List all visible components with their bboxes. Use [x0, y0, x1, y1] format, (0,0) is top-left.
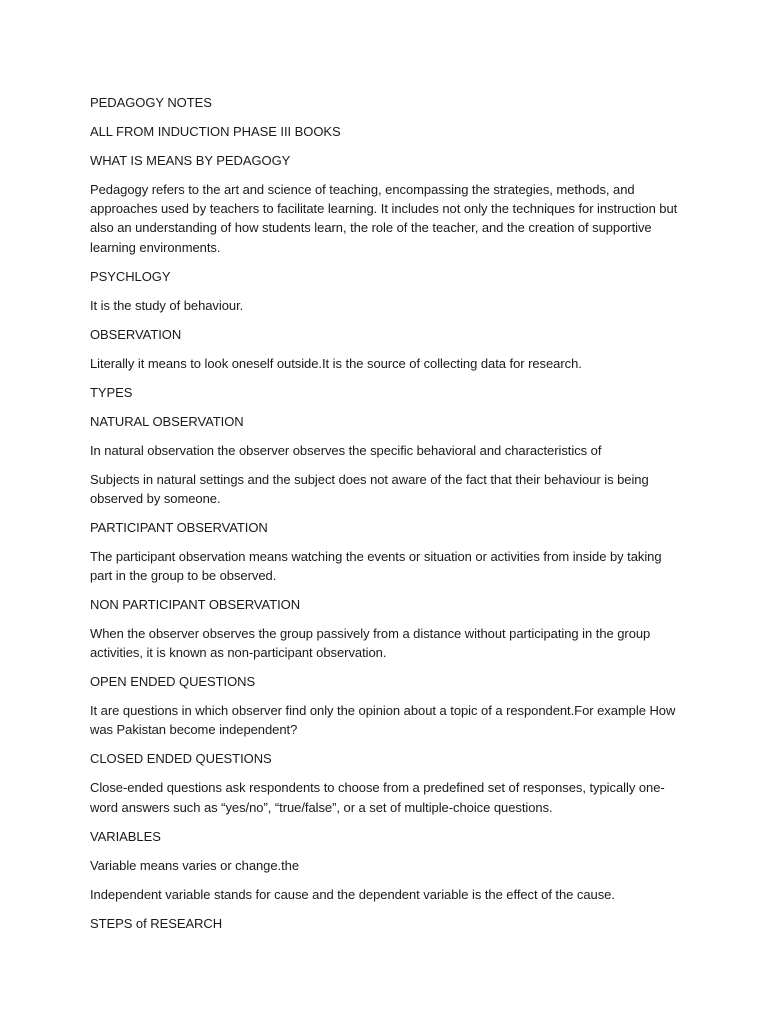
paragraph-variables-1: Variable means varies or change.the	[90, 857, 300, 873]
heading-participant-observation: PARTICIPANT OBSERVATION	[90, 519, 268, 535]
paragraph-open-ended-questions: It are questions in which observer find only the opinion about a topic of a respondent.For example How was Pakistan become independent?	[90, 703, 676, 738]
paragraph-psychology: It is the study of behaviour.	[90, 297, 244, 313]
heading-steps-of-research: STEPS of RESEARCH	[90, 915, 223, 931]
heading-types: TYPES	[90, 384, 133, 400]
paragraph-closed-ended-questions: Close-ended questions ask respondents to choose from a predefined set of responses, typically one-word answers such as “yes/no”, “true/false”, or a set of multiple-choice questions.	[90, 780, 665, 815]
heading-psychology: PSYCHLOGY	[90, 268, 171, 284]
paragraph-natural-observation-2: Subjects in natural settings and the subject does not aware of the fact that their behaviour is being observed by someone.	[90, 471, 649, 506]
heading-open-ended-questions: OPEN ENDED QUESTIONS	[90, 674, 256, 690]
heading-natural-observation: NATURAL OBSERVATION	[90, 413, 244, 429]
paragraph-pedagogy: Pedagogy refers to the art and science of teaching, encompassing the strategies, methods, and approaches used by teachers to facilitate learning. It includes not only the techniques for instruction but also an understanding of how students learn, the role of the teacher, and the creation of supportive learning environments.	[90, 182, 678, 255]
paragraph-non-participant-observation: When the observer observes the group passively from a distance without participating in the group activities, it is known as non-participant observation.	[90, 626, 651, 661]
paragraph-participant-observation: The participant observation means watching the events or situation or activities from inside by taking part in the group to be observed.	[90, 548, 662, 584]
document-body	[90, 93, 686, 943]
paragraph-variables-2: Independent variable stands for cause and the dependent variable is the effect of the cause.	[90, 886, 615, 902]
heading-variables: VARIABLES	[90, 828, 161, 844]
paragraph-natural-observation-1: In natural observation the observer observes the specific behavioral and characteristics of	[90, 442, 602, 458]
heading-non-participant-observation: NON PARTICIPANT OBSERVATION	[90, 597, 301, 613]
paragraph-observation: Literally it means to look oneself outside.It is the source of collecting data for research.	[90, 355, 582, 371]
heading-observation: OBSERVATION	[90, 326, 182, 342]
heading-pedagogy: WHAT IS MEANS BY PEDAGOGY	[90, 153, 291, 168]
doc-subtitle: ALL FROM INDUCTION PHASE III BOOKS	[90, 124, 341, 139]
doc-title: PEDAGOGY NOTES	[90, 95, 212, 110]
heading-closed-ended-questions: CLOSED ENDED QUESTIONS	[90, 751, 272, 767]
